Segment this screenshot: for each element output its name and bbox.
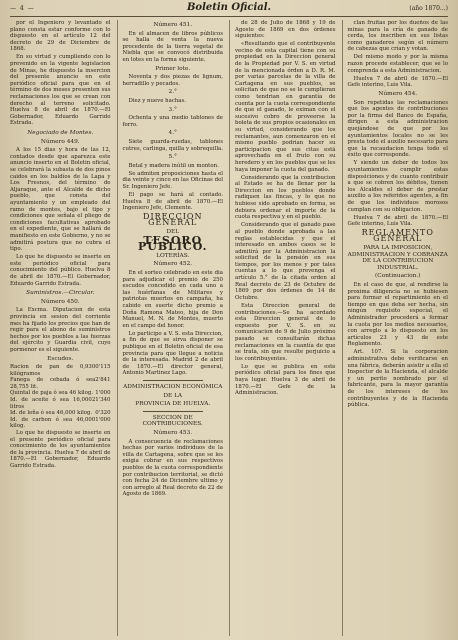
paragraph: Esta Direccion general de contribuciones.—Se ha acordado esta Direccion general de lo expuesto por V. S. en su comunicacion de 9 de Julio próximo pasado se consultarán dichas reclamaciones en la cuantía de que se trata, sin que resulte perjuicio a los contribuyentes. — [235, 302, 336, 362]
price-item: Fanega de cebada ó sea 28,755 lit. — [10, 377, 96, 390]
paragraph: Huelva 7 de abril de 1870.—El Gefe interino, Luis Vila. — [347, 214, 448, 228]
price-item: Id. de carbon ó sea 46,000 kilog. — [10, 416, 96, 430]
paragraph: Diez y nueve hachas. — [128, 97, 187, 104]
divider-rule — [143, 380, 204, 381]
heading: 4.° — [168, 130, 177, 137]
paragraph: Lo que he dispuesto se inserte en el presente periódico oficial para conocimiento de los ayuntamientos de la provincia. Huelva 7 de abril de 1870.—El Gobernador, Eduardo Garrido Estrada. — [10, 430, 111, 469]
heading: 3.° — [168, 106, 177, 113]
paragraph: Considerando que la contribucion al Estado se ha de llenar por la Direccion en los pueblos donde radiquen las fincas, y lo que no hubiese sido aprobado en forma, se debiera ordenar el importe de la cuota respectiva y en el pueblo. — [235, 174, 336, 221]
heading: 2.° — [168, 89, 177, 96]
paragraph: Lo que se publica en este periódico oficial para los fines que haya lugar. Huelva 3 de abril de 1870.—El Gefe de la Administracion. — [235, 363, 336, 397]
price-row — [10, 397, 111, 410]
paragraph: Del mismo modo y por la misma razon procede establecer, que se lo comprenda a esta Administracion. — [347, 54, 448, 74]
price-value: 0'115 — [95, 364, 111, 371]
heading: Suministros.—Circular. — [26, 290, 95, 297]
price-row — [10, 410, 111, 417]
paragraph: La Excma. Diputacion de esta provincia en sesion del corriente mes ha fijado los precios que han de regir para el abono de suministros hechos por los pueblos a las fuerzas del ejército y Guardia civil, cuyo pormenor es el siguiente. — [10, 307, 111, 353]
heading: Número 454. — [378, 90, 418, 97]
heading: Primer lote. — [155, 65, 191, 72]
heading: Número 450. — [40, 298, 80, 305]
price-value: 1'000 — [95, 390, 111, 397]
price-item: Racion de pan de 0,930 kilógramos — [10, 364, 96, 377]
heading: (Continuacion.) — [375, 273, 421, 280]
heading: DIRECCION GENERAL — [143, 211, 203, 228]
heading: Escudos. — [47, 355, 74, 362]
heading: DE LA — [163, 392, 183, 399]
price-item: Id. de aceite ó sea 16,000 litros — [10, 397, 92, 410]
paragraph: Ochenta y una medio tablones de forro. — [122, 115, 223, 128]
paragraph: Son repetidas las reclamaciones que los agentes de contribuciones por la firma del Banco de España, dirigen a esta administracion quejándose de que por los ayuntamientos locales no se les presta todo el auxilio necesario para que la recaudacion tenga todo el éxito que corresponde. — [347, 99, 448, 159]
paragraph: En el sorteo celebrado en este dia para adjudicar el premio de 250 escudos concedido en cada uno a las huérfanas de Militares y patriotas muertos en campaña, ha cabido en suerte dicho premio a Doña Ramona Mateo, hija de Don Manuel, M. N. de Montes, muerto en el campo del honor. — [122, 270, 223, 329]
price-row — [10, 377, 111, 390]
paragraph: En el caso de que, al rendirse la proxima diligencia no se hubiesen para formar el repartimiento en el tiempo en que deba ser hecha, sin ningún requisito especial, el Administrador procederá a formar la cuota por los medios necesarios, con arreglo a lo dispuesto en los artículos 23 y 43 de este Reglamento. — [347, 281, 448, 348]
page-header — [10, 2, 448, 17]
paragraph: A los 15 dias y hora de las 12, contados desde que aparezca este anuncio inserto en el Boletin oficial, se celebrará la subasta de dos pinos caidos en los baldíos de la Lapa y Los Fresnos, del término de Aljaraque, ante el Alcalde de dicho pueblo, que consta del ayuntamiento y un empleado del ramo de montes, bajo el tipo y condiciones que señala el pliego de condiciones facultativas aprobado en el expediente, que se hallará de manifiesto en este Gobierno, y no se admitirá postura que no cubra el tipo. — [10, 147, 111, 253]
price-value: 2'841 — [95, 377, 111, 384]
heading: PROVINCIA DE HUELVA. — [135, 401, 211, 408]
paragraph: Huelva 7 de abril de 1870.—El Gefe interino, Luis Vila. — [347, 75, 448, 89]
heading: 5.° — [168, 154, 177, 161]
paragraph: Lo que he dispuesto se inserte en este periódico oficial para conocimiento del público. Huelva 8 de abril de 1870.—El Gobernador, Eduardo Garrido Estrada. — [10, 254, 111, 287]
heading: Número 452. — [153, 261, 193, 268]
heading: TESORO PÚBLICO. — [137, 233, 208, 254]
heading: Número 449. — [40, 138, 80, 145]
heading: Negociado de Montes. — [27, 130, 94, 136]
paragraph: Betal y madera inútil un monton. — [128, 162, 219, 169]
price-item: Id. de leña ó sea 46,000 kilog. — [10, 410, 93, 417]
price-row — [10, 417, 111, 430]
paragraph: «Resultando que el contribuyente vecino de esta capital tiene con su propiedad en la Direccion general de la Propiedad por V. S. en virtud de la mencionada órden a D. R. M. por varias parcelas de la villa de Cartagena en sus pueblos, se solicitan de que no se le cumplieran como tendrian en garantía de cuenta por la cuota correspondiente de que el ganado, le eximan con el sucesivo cobro de proveerse la boleta de sus propios ocasionales en su virtud, considerando que los reclamantes, aun comenzaron en el mismo pueblo podrian hacer su participacion que sus citas está aprovechada en el fruto con su heredero y en los pueblos que se les haya imponer la cuota del ganado. — [235, 41, 336, 173]
column-4 — [342, 20, 449, 636]
header-date: (año 1870...) — [409, 5, 448, 12]
paragraph: En su virtud y cumpliendo con lo prevenido en la vigente legislacion de Minas, he dispuesto la insercion del presente anuncio en este periódico oficial para que en el término de dos meses presenten sus reclamaciones los que se crean con derecho al terreno solicitado. Huelva 8 de abril de 1870.—El Gobernador, Eduardo Garrido Estrada. — [10, 54, 111, 127]
paragraph: Siete guarda-ruedas, tablones cutres, carlinga, quilla y sobrequilla. — [122, 138, 223, 152]
paragraph: Lo participo a V. S. esta Direccion, a fin de que se sirva disponer se publique en el Boletin oficial de esa provincia para que llegue a noticia de la interesada. Madrid 2 de abril de 1870.—El director general, Antonio Martinez Lago. — [122, 330, 223, 377]
paragraph: de 28 de Julio de 1868 y 19 de Agosto de 1869 en dos órdenes siguientes: — [235, 20, 336, 40]
column-1 — [10, 20, 111, 636]
paragraph: clan fruitas por los dueños de las minas para la cría de ganado de cerda, los inscriben en sus listas como ganaderos según el número de cabezas que crían y votan. — [347, 20, 448, 53]
paragraph: El pago se hará al contado. Huelva 8 de abril de 1870.—El Ingeniero Jefe, Clemente. — [122, 192, 223, 212]
price-value: 21'340 — [91, 397, 111, 404]
column-2 — [117, 20, 224, 636]
price-item: Quintal de paja ó sea 46 kilog. — [10, 390, 94, 397]
columns — [10, 20, 448, 636]
price-value: 1'000 — [95, 416, 111, 423]
divider-rule — [143, 411, 204, 412]
paragraph: Art. 107. Si la corporacion administrativa debe verificarse en una fábrica, deberán asistir a ella el Inspector de la Hacienda, el alcalde y un perito nombrado por el fabricante, para la mayor garantía de los intereses de los contribuyentes y de la Hacienda pública. — [347, 349, 448, 409]
newspaper-title: Boletin Oficial. — [186, 2, 272, 13]
paragraph: por el Ingeniero y levantado el plano consta estar conforme con lo dispuesto en el artículo 12 del decreto de 29 de Diciembre de 1868. — [10, 20, 111, 53]
paragraph: Noventa y dos piezas de lignum, herradillo y pecados. — [122, 74, 223, 87]
heading: ADMINISTRACION ECONÓMICA — [123, 384, 223, 390]
price-value: 0'320 — [95, 410, 111, 417]
page-number: — 4 — — [10, 5, 35, 12]
paragraph: A consecuencia de reclamaciones hechas por varios individuos de la villa de Cartagena, sobre que se les exigia cobrar en sus respectivos pueblos de la cuota correspondiente por contribucion territorial, se dictó con fecha 24 de Diciembre ultimo y con arreglo al Real decreto de 22 de Agosto de 1869. — [122, 438, 223, 498]
heading: Número 451. — [153, 22, 193, 28]
heading: REGLAMENTO GENERAL — [361, 227, 434, 244]
heading: PARA LA IMPOSICION, ADMINISTRACION Y COBRANZA DE LA CONTRIBUCION INDUSTRIAL. — [347, 245, 448, 271]
paragraph: En el almacen de libros públicos se halla de venta la nueva procedente de la tierra vegetal de Niebla que se convocó distribuida en lotes en la forma siguiente. — [122, 30, 223, 63]
paragraph: Considerando que el ganado pase al pueblo donde aprobada a las reglas establecidas y que el interesado en ambos casos se le admitirá por la Administracion la solicitud de la pensión en sus tiempos, por los menos y por tales cuentas a lo que prevenga el artículo 5.° de la citada orden al Real decreto de 23 de Octubre de 1869 por dos órdenes de 14 de Octubre. — [235, 222, 336, 301]
heading: SECCION DE CONTRIBUCIONES. — [142, 414, 203, 428]
paragraph: Y siendo un deber de todos los ayuntamientos cumplir estas disposiciones y de cuanto contribuir a que se cobren los débitos, tienen los Alcaldes el deber de prestar auxilio a los referidos agentes, a fin de que los individuos morosos cumplan con su obligacion. — [347, 160, 448, 213]
heading: DEL — [166, 229, 180, 236]
paragraph: Se admiten proposiciones hasta el dia veinte y cinco en las Oficinas del Sr. Ingeniero Jefe. — [122, 170, 223, 190]
column-3 — [229, 20, 336, 636]
price-row — [10, 364, 111, 377]
heading: Número 453. — [153, 429, 193, 436]
heading: LOTERÍAS. — [156, 252, 190, 259]
